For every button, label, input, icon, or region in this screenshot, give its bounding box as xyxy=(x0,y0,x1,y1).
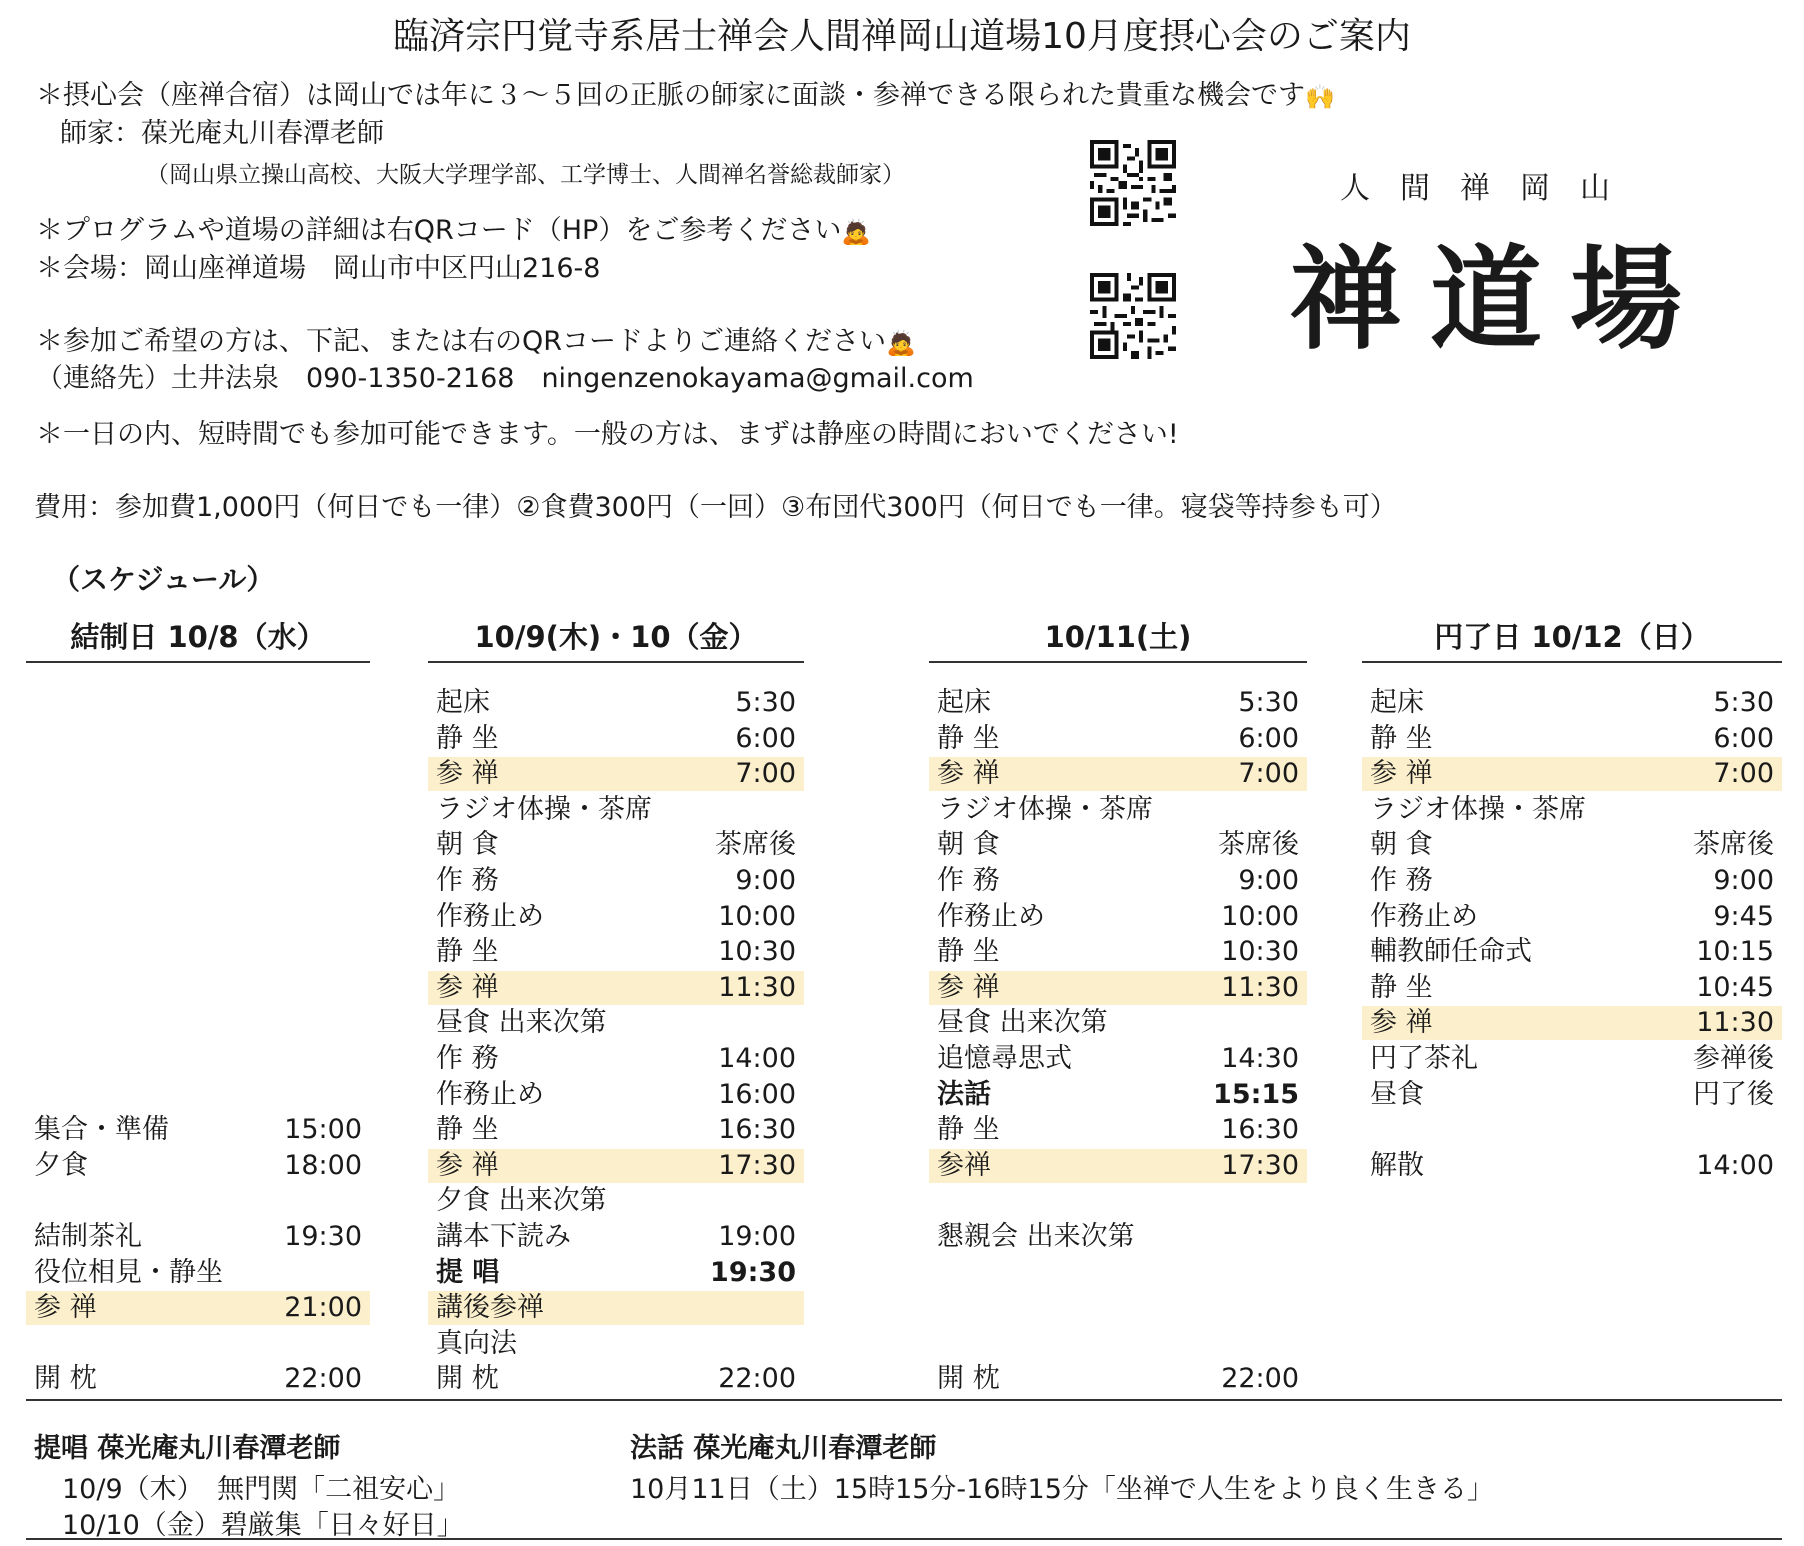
schedule-time: 11:30 xyxy=(1696,1007,1774,1039)
schedule-time: 10:30 xyxy=(1221,936,1299,968)
page-title: 臨済宗円覚寺系居士禅会人間禅岡山道場10月度摂心会のご案内 xyxy=(393,16,1411,57)
info-line-apply xyxy=(36,324,916,361)
howa-line-1: 10月11日（土）15時15分-16時15分「坐禅で人生をより良く生きる」 xyxy=(630,1474,1494,1505)
howa-heading: 法話 葆光庵丸川春潭老師 xyxy=(630,1433,937,1464)
schedule-time: 茶席後 xyxy=(1693,829,1774,861)
schedule-row xyxy=(929,757,1307,791)
schedule-time: 茶席後 xyxy=(715,829,796,861)
schedule-row xyxy=(929,1006,1307,1040)
schedule-time: 22:00 xyxy=(284,1363,362,1395)
schedule-time: 19:30 xyxy=(284,1221,362,1252)
schedule-row xyxy=(929,686,1307,720)
schedule-activity: 参 禅 xyxy=(937,971,1000,1003)
schedule-time: 10:45 xyxy=(1696,971,1774,1003)
schedule-heading: （スケジュール） xyxy=(52,563,275,596)
schedule-time: 11:30 xyxy=(1221,971,1299,1003)
schedule-activity: 作 務 xyxy=(436,1043,499,1074)
schedule-bottom-rule xyxy=(26,1399,1782,1401)
schedule-time: 10:30 xyxy=(718,936,796,968)
schedule-row xyxy=(929,828,1307,862)
schedule-row xyxy=(428,1184,804,1218)
schedule-activity: 輔教師任命式 xyxy=(1370,936,1532,968)
schedule-activity: 参 禅 xyxy=(937,758,1000,790)
schedule-activity: 昼食 出来次第 xyxy=(937,1007,1108,1039)
bottom-rule xyxy=(26,1538,1782,1540)
schedule-row xyxy=(428,1291,804,1325)
schedule-activity: 参 禅 xyxy=(1370,1007,1433,1039)
schedule-row xyxy=(26,1149,370,1183)
schedule-activity: 静 坐 xyxy=(1370,971,1433,1003)
schedule-row xyxy=(929,1362,1307,1396)
schedule-row xyxy=(1362,864,1782,898)
logo-subtitle: 人間禅岡山 xyxy=(1340,171,1640,206)
schedule-time: 参禅後 xyxy=(1693,1043,1774,1074)
schedule-row xyxy=(26,1256,370,1290)
schedule-time: 14:00 xyxy=(718,1043,796,1074)
schedule-activity: 朝 食 xyxy=(436,829,499,861)
schedule-row xyxy=(26,1291,370,1325)
schedule-activity: 昼食 xyxy=(1370,1078,1424,1110)
schedule-row xyxy=(428,1149,804,1183)
schedule-time: 22:00 xyxy=(718,1363,796,1395)
schedule-activity: 参 禅 xyxy=(1370,758,1433,790)
schedule-activity: 作 務 xyxy=(937,865,1000,896)
schedule-activity: 作務止め xyxy=(1370,900,1478,932)
schedule-activity: 法話 xyxy=(937,1078,991,1110)
schedule-time: 6:00 xyxy=(735,722,796,754)
schedule-time: 21:00 xyxy=(284,1292,362,1324)
schedule-row xyxy=(428,1113,804,1147)
info-line-program-text: ＊プログラムや道場の詳細は右QRコード（HP）をご参考ください xyxy=(36,215,842,246)
schedule-row xyxy=(1362,900,1782,934)
schedule-row xyxy=(929,900,1307,934)
schedule-row xyxy=(428,1327,804,1361)
schedule-activity: 作務止め xyxy=(937,900,1045,932)
schedule-row xyxy=(428,971,804,1005)
schedule-activity: 役位相見・静坐 xyxy=(34,1256,223,1288)
info-line-contact: （連絡先）土井法泉 090-1350-2168 ningenzenokayama@gmail.com xyxy=(36,363,974,394)
schedule-activity: 起床 xyxy=(937,687,991,718)
schedule-activity: 懇親会 出来次第 xyxy=(937,1221,1135,1252)
info-line-sesshin-text: ＊摂心会（座禅合宿）は岡山では年に３～５回の正脈の師家に面談・参禅できる限られた貴重な機会です xyxy=(36,80,1305,111)
schedule-time: 19:00 xyxy=(718,1221,796,1252)
schedule-row xyxy=(26,1220,370,1254)
schedule-activity: 起床 xyxy=(1370,687,1424,718)
schedule-row xyxy=(929,793,1307,827)
raised-hands-icon: 🙌 xyxy=(1305,82,1335,111)
schedule-activity: ラジオ体操・茶席 xyxy=(937,793,1153,825)
schedule-row xyxy=(428,757,804,791)
schedule-row xyxy=(929,935,1307,969)
schedule-row xyxy=(929,864,1307,898)
schedule-time: 16:00 xyxy=(718,1078,796,1110)
schedule-time: 18:00 xyxy=(284,1149,362,1181)
schedule-activity: 追憶尋思式 xyxy=(937,1043,1072,1074)
schedule-row xyxy=(428,722,804,756)
bowing-person-icon: 🙇 xyxy=(886,328,916,357)
schedule-row xyxy=(1362,686,1782,720)
qr-code-contact[interactable] xyxy=(1090,273,1176,359)
schedule-activity: 昼食 出来次第 xyxy=(436,1007,607,1039)
schedule-row xyxy=(428,1256,804,1290)
info-line-short-stay: ＊一日の内、短時間でも参加可能できます。一般の方は、まずは静座の時間においでください! xyxy=(36,419,1179,450)
schedule-activity: 作 務 xyxy=(436,865,499,896)
schedule-activity: 作務止め xyxy=(436,1078,544,1110)
schedule-activity: 静 坐 xyxy=(937,722,1000,754)
schedule-activity: 開 枕 xyxy=(436,1363,499,1395)
schedule-row xyxy=(929,1149,1307,1183)
schedule-activity: 静 坐 xyxy=(436,1114,499,1146)
schedule-row xyxy=(1362,793,1782,827)
schedule-time: 7:00 xyxy=(735,758,796,790)
schedule-row xyxy=(1362,1006,1782,1040)
schedule-time: 14:30 xyxy=(1221,1043,1299,1074)
schedule-row xyxy=(428,900,804,934)
schedule-time: 5:30 xyxy=(1238,687,1299,718)
schedule-time: 17:30 xyxy=(1221,1149,1299,1181)
schedule-time: 15:00 xyxy=(284,1114,362,1146)
schedule-time: 7:00 xyxy=(1713,758,1774,790)
schedule-activity: 開 枕 xyxy=(34,1363,97,1395)
schedule-activity: 提 唱 xyxy=(436,1256,500,1288)
schedule-activity: 作 務 xyxy=(1370,865,1433,896)
schedule-time: 14:00 xyxy=(1696,1149,1774,1181)
schedule-time: 19:30 xyxy=(710,1256,796,1288)
schedule-time: 9:00 xyxy=(1713,865,1774,896)
schedule-time: 10:00 xyxy=(1221,900,1299,932)
teisho-line-1: 10/9（木） 無門関「二祖安心」 xyxy=(62,1474,461,1505)
schedule-time: 9:00 xyxy=(735,865,796,896)
schedule-row xyxy=(428,1006,804,1040)
schedule-activity: 参禅 xyxy=(937,1149,991,1181)
schedule-row xyxy=(428,864,804,898)
schedule-row xyxy=(26,1113,370,1147)
schedule-row xyxy=(428,1362,804,1396)
info-line-apply-text: ＊参加ご希望の方は、下記、または右のQRコードよりご連絡ください xyxy=(36,326,887,357)
info-line-venue: ＊会場：岡山座禅道場 岡山市中区円山216-8 xyxy=(36,253,601,284)
schedule-activity: 静 坐 xyxy=(937,936,1000,968)
col-underline xyxy=(1362,661,1782,663)
schedule-row xyxy=(428,1042,804,1076)
schedule-time: 15:15 xyxy=(1213,1078,1299,1110)
schedule-time: 茶席後 xyxy=(1218,829,1299,861)
info-line-roshi: 師家：葆光庵丸川春潭老師 xyxy=(60,118,384,149)
schedule-time: 10:15 xyxy=(1696,936,1774,968)
schedule-row xyxy=(929,1113,1307,1147)
info-line-program xyxy=(36,213,871,250)
bow-icon: 🙇 xyxy=(841,217,872,246)
schedule-activity: 解散 xyxy=(1370,1149,1424,1181)
info-line-roshi-profile: （岡山県立操山高校、大阪大学理学部、工学博士、人間禅名誉総裁師家） xyxy=(146,162,905,188)
schedule-row xyxy=(929,1078,1307,1112)
schedule-activity: 円了茶礼 xyxy=(1370,1043,1478,1074)
schedule-activity: 作務止め xyxy=(436,900,544,932)
schedule-row xyxy=(929,1042,1307,1076)
schedule-row xyxy=(1362,757,1782,791)
schedule-time: 7:00 xyxy=(1238,758,1299,790)
schedule-time: 円了後 xyxy=(1693,1078,1774,1110)
schedule-activity: ラジオ体操・茶席 xyxy=(436,793,652,825)
schedule-time: 16:30 xyxy=(718,1114,796,1146)
schedule-row xyxy=(1362,935,1782,969)
teisho-heading: 提唱 葆光庵丸川春潭老師 xyxy=(34,1433,341,1464)
schedule-row xyxy=(1362,1149,1782,1183)
col-underline xyxy=(428,661,804,663)
schedule-row xyxy=(428,793,804,827)
schedule-row xyxy=(26,1362,370,1396)
logo-zendojo: 禅道場 xyxy=(1290,234,1710,365)
schedule-activity: ラジオ体操・茶席 xyxy=(1370,793,1586,825)
schedule-activity: 参 禅 xyxy=(436,971,499,1003)
schedule-row xyxy=(1362,1042,1782,1076)
schedule-activity: 参 禅 xyxy=(436,758,499,790)
schedule-activity: 静 坐 xyxy=(937,1114,1000,1146)
schedule-row xyxy=(428,1220,804,1254)
schedule-activity: 朝 食 xyxy=(1370,829,1433,861)
schedule-time: 5:30 xyxy=(735,687,796,718)
schedule-activity: 開 枕 xyxy=(937,1363,1000,1395)
schedule-row xyxy=(929,971,1307,1005)
schedule-time: 9:00 xyxy=(1238,865,1299,896)
schedule-row xyxy=(428,935,804,969)
schedule-row xyxy=(1362,1078,1782,1112)
schedule-time: 22:00 xyxy=(1221,1363,1299,1395)
schedule-time: 6:00 xyxy=(1238,722,1299,754)
col-underline xyxy=(26,661,370,663)
schedule-time: 6:00 xyxy=(1713,722,1774,754)
schedule-row xyxy=(929,722,1307,756)
schedule-activity: 夕食 出来次第 xyxy=(436,1185,607,1217)
schedule-activity: 静 坐 xyxy=(1370,722,1433,754)
schedule-time: 16:30 xyxy=(1221,1114,1299,1146)
schedule-time: 17:30 xyxy=(718,1149,796,1181)
schedule-activity: 集合・準備 xyxy=(34,1114,169,1146)
schedule-activity: 講後参禅 xyxy=(436,1292,544,1324)
col-underline xyxy=(929,661,1307,663)
schedule-row xyxy=(1362,828,1782,862)
schedule-row xyxy=(1362,722,1782,756)
schedule-time: 10:00 xyxy=(718,900,796,932)
schedule-time: 9:45 xyxy=(1713,900,1774,932)
col-header-day1: 結制日 10/8（水） xyxy=(70,620,326,654)
schedule-activity: 講本下読み xyxy=(436,1221,571,1252)
schedule-row xyxy=(428,828,804,862)
schedule-row xyxy=(1362,971,1782,1005)
schedule-time: 5:30 xyxy=(1713,687,1774,718)
info-line-sesshin xyxy=(36,78,1335,115)
schedule-activity: 朝 食 xyxy=(937,829,1000,861)
schedule-time: 11:30 xyxy=(718,971,796,1003)
info-line-fees: 費用：参加費1,000円（何日でも一律）②食費300円（一回）③布団代300円（何日でも一律。寝袋等持参も可） xyxy=(34,492,1397,523)
schedule-activity: 参 禅 xyxy=(34,1292,97,1324)
col-header-day3: 10/11(土) xyxy=(1044,620,1192,654)
schedule-activity: 真向法 xyxy=(436,1327,517,1359)
col-header-day4: 円了日 10/12（日） xyxy=(1434,620,1710,654)
schedule-row xyxy=(929,1220,1307,1254)
teisho-line-2: 10/10（金）碧厳集「日々好日」 xyxy=(62,1510,464,1541)
schedule-row xyxy=(428,1078,804,1112)
col-header-day2: 10/9(木)・10（金） xyxy=(474,620,758,654)
qr-code-homepage[interactable] xyxy=(1090,140,1176,226)
schedule-row xyxy=(428,686,804,720)
schedule-activity: 夕食 xyxy=(34,1149,88,1181)
schedule-activity: 静 坐 xyxy=(436,722,499,754)
schedule-activity: 結制茶礼 xyxy=(34,1221,142,1252)
schedule-activity: 起床 xyxy=(436,687,490,718)
schedule-activity: 参 禅 xyxy=(436,1149,499,1181)
schedule-activity: 静 坐 xyxy=(436,936,499,968)
